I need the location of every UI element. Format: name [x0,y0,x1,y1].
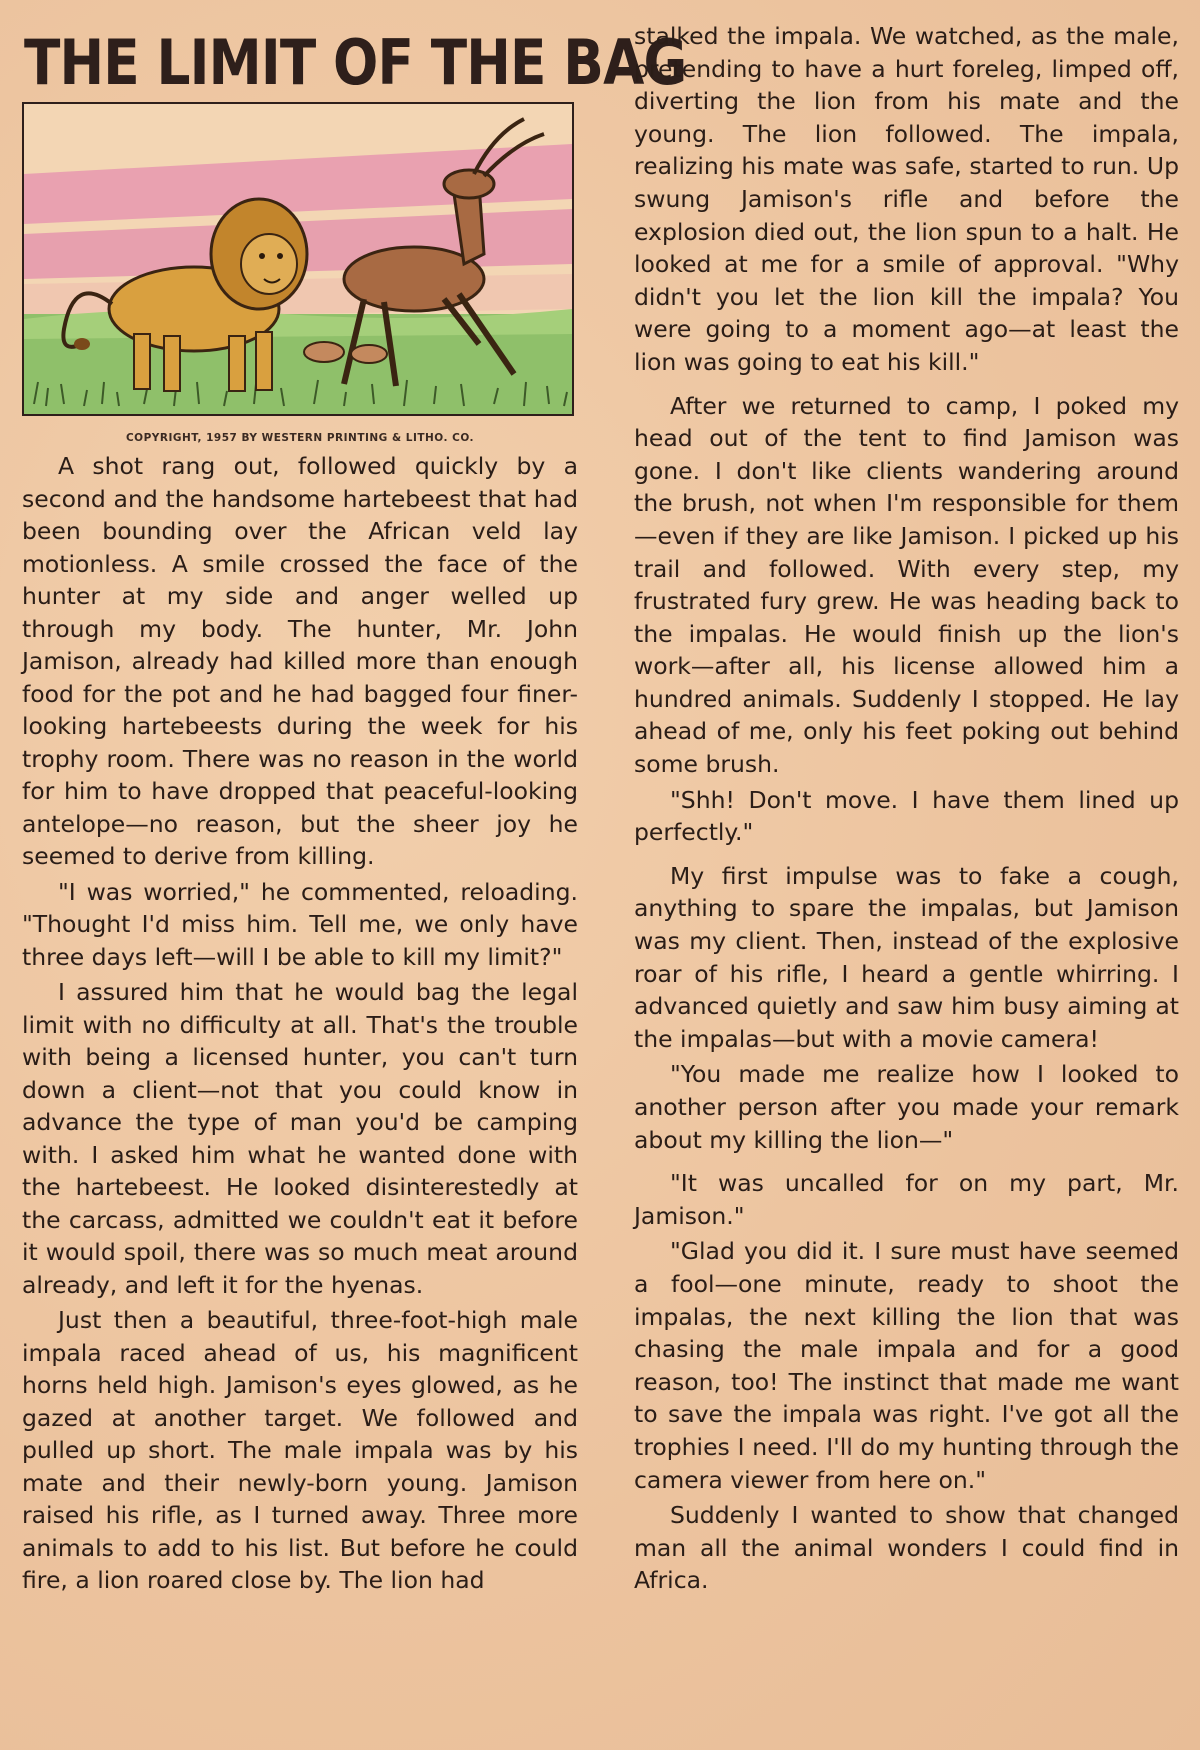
copyright-line: COPYRIGHT, 1957 BY WESTERN PRINTING & LITHO. CO. [125,432,475,444]
left-column [22,18,687,1600]
story-title: THE LIMIT OF THE BAG [24,26,687,99]
right-paragraph-1: stalked the impala. We watched, as the male, pretending to have a hurt foreleg, limped off, diverting the lion from his mate and the young. The lion followed. The impala, realizing his mate was safe, started to run. Up swung Jamison's rifle and before the explosion died out, the lion spun to a halt. He looked at me for a smile of approval. "Why didn't you let the lion kill the impala? You were going to a moment ago—at least the lion was going to eat his kill." [634,22,1179,376]
left-paragraph-3: I assured him that he would bag the legal limit with no difficulty at all. That's the trouble with being a licensed hunter, you can't turn down a client—not that you could know in advance the type of man you'd be camping with. I asked him what he wanted done with the hartebeest. He looked disinterestedly at the carcass, admitted we couldn't eat it before it would spoil, there was so much meat around already, and left it for the hyenas. [22,978,578,1299]
illustration-drawing [24,104,572,414]
right-paragraph-4: My first impulse was to fake a cough, anything to spare the impalas, but Jamison was my client. Then, instead of the explosive roar of his rifle, I heard a gentle whirring. I advanced quietly and saw him busy aiming at the impalas—but with a movie camera! [634,861,1179,1053]
left-paragraph-1: A shot rang out, followed quickly by a second and the handsome hartebeest that had been bounding over the African veld lay motionless. A smile crossed the face of the hunter at my side and anger welled up through my body. The hunter, Mr. John Jamison, already had killed more than enough food for the pot and he had bagged four finer-looking hartebeests during the week for his trophy room. There was no reason in the world for him to have dropped that peaceful-looking antelope—no reason, but the sheer joy he seemed to derive from killing. [22,452,578,870]
left-paragraph-4: Just then a beautiful, three-foot-high male impala raced ahead of us, his magnificent horns held high. Jamison's eyes glowed, as he gazed at another target. We followed and pulled up short. The male impala was by his mate and their newly-born young. Jamison raised his rifle, as I turned away. Three more animals to add to his list. But before he could fire, a lion roared close by. The lion had [22,1306,578,1594]
right-paragraph-8: Suddenly I wanted to show that changed man all the animal wonders I could find in Africa. [634,1501,1179,1595]
right-paragraph-5: "You made me realize how I looked to another person after you made your remark about my killing the lion—" [634,1060,1179,1154]
left-paragraph-2: "I was worried," he commented, reloading. "Thought I'd miss him. Tell me, we only have three days left—will I be able to kill my limit?" [22,877,578,971]
right-paragraph-7: "Glad you did it. I sure must have seemed a fool—one minute, ready to shoot the impalas, the next killing the lion that was chasing the male impala and for a good reason, too! The instinct that made me want to save the impala was right. I've got all the trophies I need. I'll do my hunting through the camera viewer from here on." [634,1237,1179,1494]
right-column [634,20,1179,1600]
right-paragraph-3: "Shh! Don't move. I have them lined up perfectly." [634,785,1179,847]
right-paragraph-6: "It was uncalled for on my part, Mr. Jamison." [634,1169,1179,1230]
right-paragraph-2: After we returned to camp, I poked my head out of the tent to find Jamison was gone. I don't like clients wandering around the brush, not when I'm responsible for them—even if they are like Jamison. I picked up his trail and followed. With every step, my frustrated fury grew. He was heading back to the impalas. He would finish up the lion's work—after all, his license allowed him a hundred animals. Suddenly I stopped. He lay ahead of me, only his feet poking out behind some brush. [634,391,1179,779]
lion-and-impala-illustration [22,102,574,416]
